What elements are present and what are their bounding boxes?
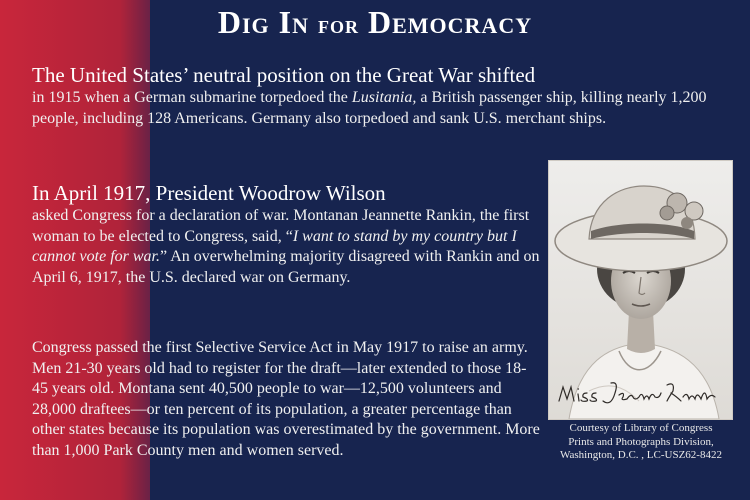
section2-body	[32, 206, 542, 288]
section1-body-a: in 1915 when a German submarine torpedoed the	[32, 89, 352, 106]
section-declaration	[32, 181, 542, 288]
page-title	[0, 0, 750, 46]
caption-line-2: Prints and Photographs Division,	[568, 435, 714, 448]
section1-body	[32, 88, 722, 129]
section-lusitania	[32, 63, 722, 129]
lusitania-italic: Lusitania,	[351, 89, 417, 106]
title-part-1: Dig In	[217, 4, 318, 40]
rankin-quote: I want to stand by my country but I cannot vote for war.	[32, 227, 517, 265]
section2-lead: In April 1917, President Woodrow Wilson	[32, 181, 386, 205]
section2-body-a: asked Congress for a declaration of war. Montanan Jeannette Rankin, the first woman to be elected to Congress, said, “	[32, 207, 530, 245]
caption-line-3: Washington, D.C. , LC-USZ62-8422	[560, 449, 722, 461]
title-part-for: for	[318, 10, 359, 39]
title-part-2: Democracy	[359, 4, 533, 40]
section1-lead: The United States’ neutral position on the Great War shifted	[32, 63, 536, 87]
rankin-portrait	[548, 160, 733, 420]
photo-caption	[536, 422, 746, 463]
section2-body-b: ” An overwhelming majority disagreed with Rankin and on April 6, 1917, the U.S. declared war on Germany.	[32, 248, 540, 286]
section1-body-b: a British passenger ship, killing nearly 1,200 people, including 128 Americans. Germany also torpedoed and sank U.S. merchant ships.	[32, 89, 707, 127]
section3-body: Congress passed the first Selective Service Act in May 1917 to raise an army. Men 21-30 years old had to register for the draft—later extended to those 18-45 years old. Montana sent 40,500 people to war—12,500 volunteers and 28,000 draftees—or ten percent of its population, a greater percentage than other states because its population was overestimated by the government. More than 1,000 Park County men and women served.	[32, 339, 540, 459]
caption-line-1: Courtesy of Library of Congress	[569, 422, 713, 434]
